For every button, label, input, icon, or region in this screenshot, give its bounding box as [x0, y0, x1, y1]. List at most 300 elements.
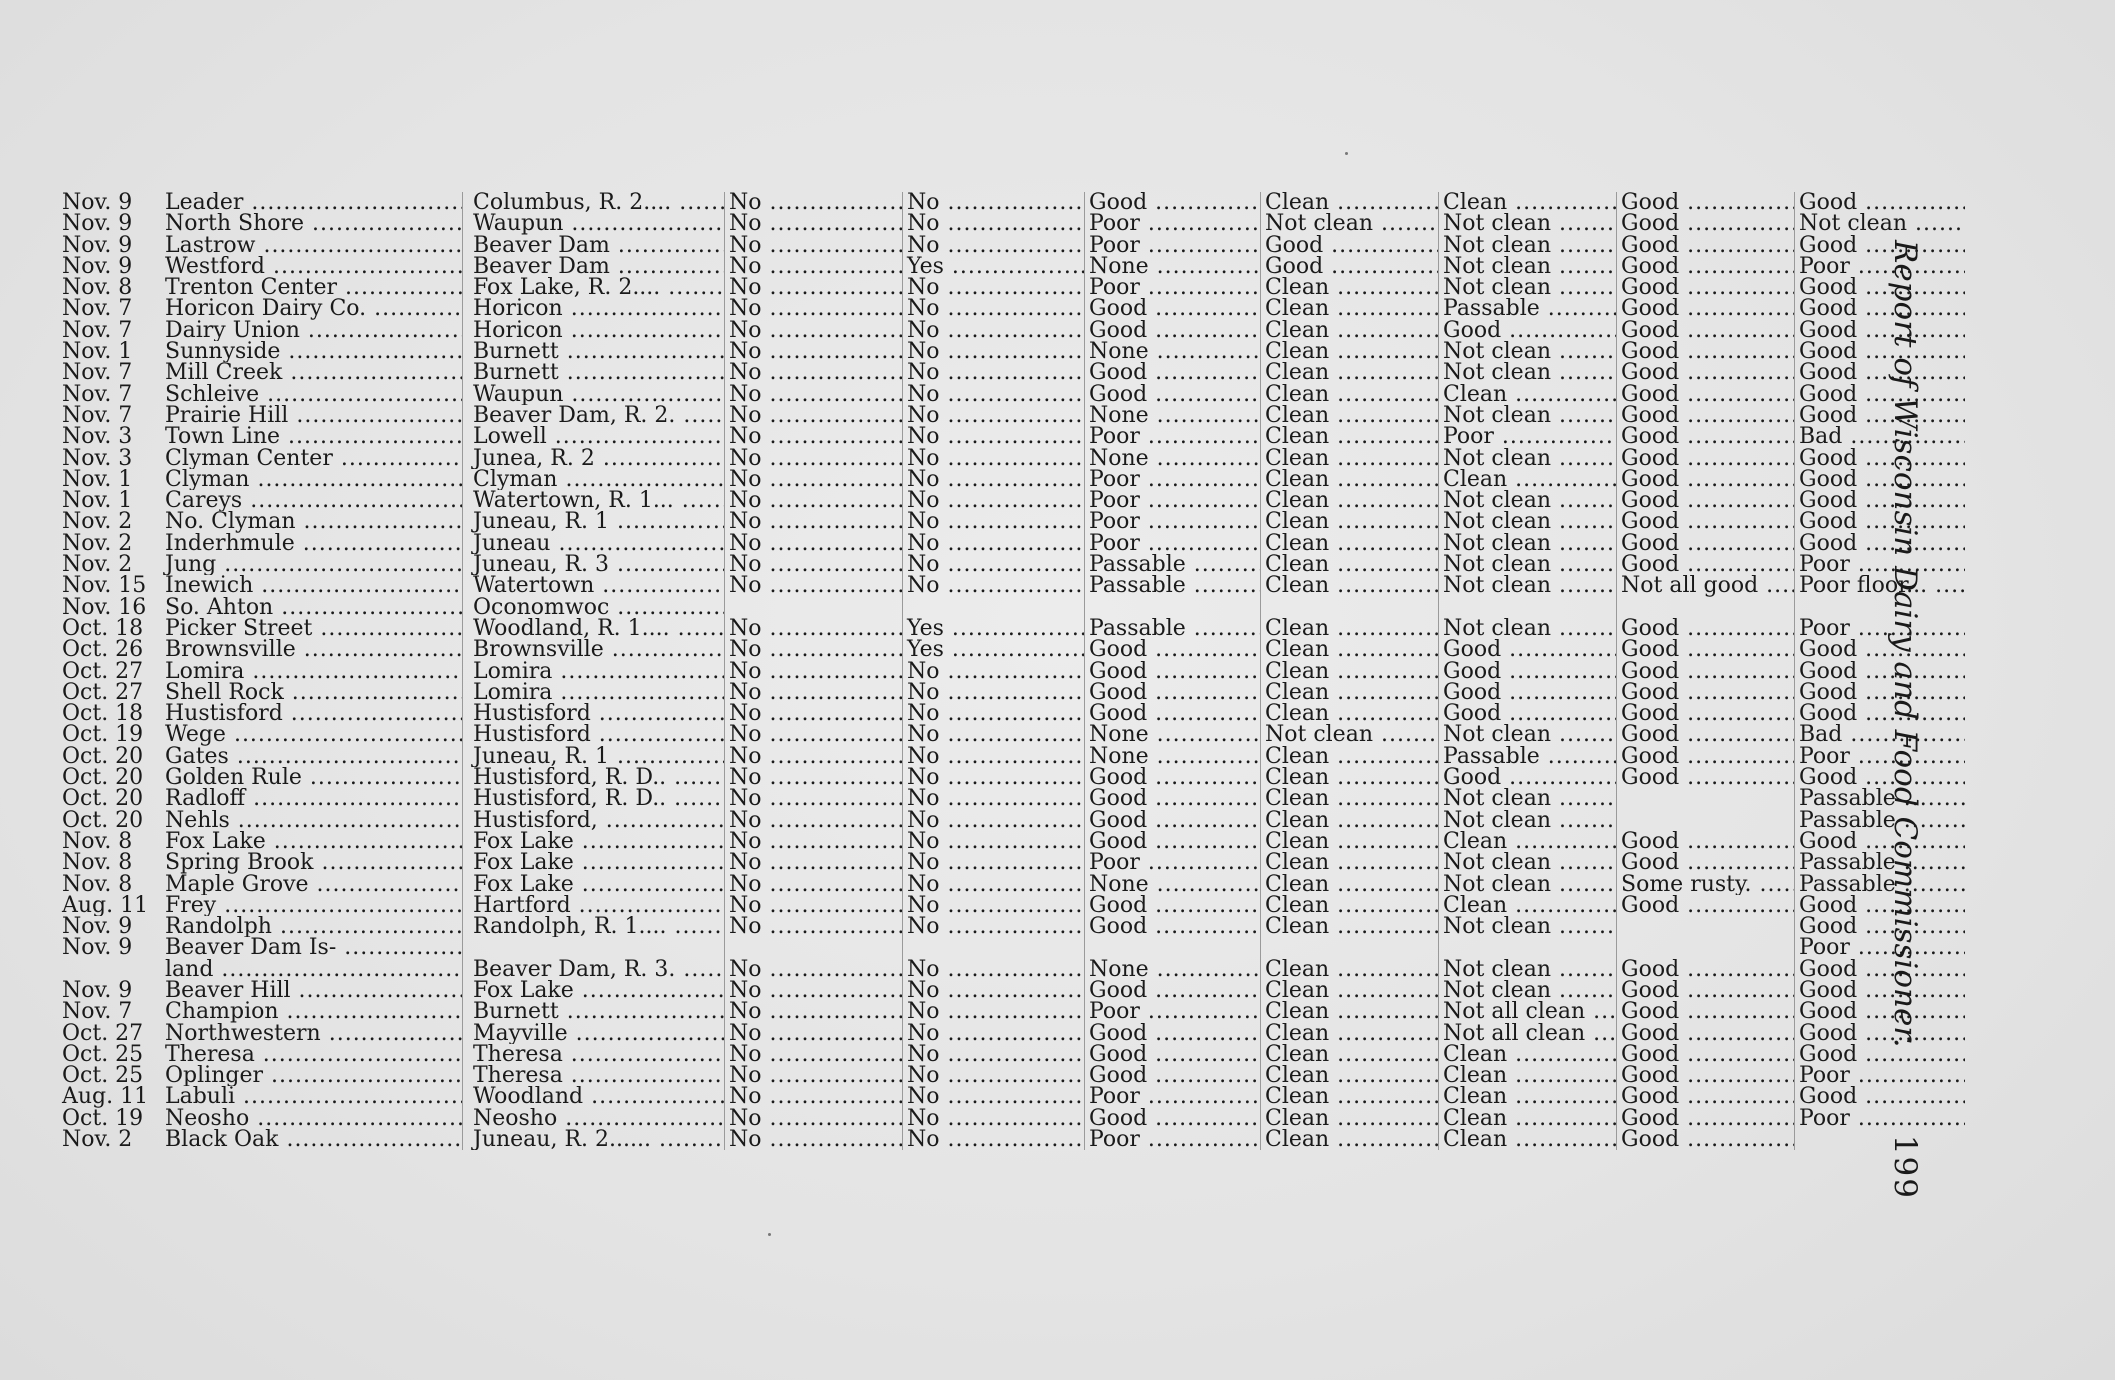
col-c-cell: Poor .....	[1085, 1001, 1261, 1022]
col-a-cell: No .....	[725, 426, 903, 447]
col-e-cell: Not clean .....	[1439, 277, 1617, 298]
col-b-cell: No .....	[903, 192, 1085, 213]
post-office-cell: Fox Lake .....	[463, 980, 725, 1001]
entry-date-cell: Oct. 19	[62, 1107, 144, 1130]
col-a-cell	[725, 597, 903, 618]
entry-date-cell: Nov. 2	[62, 1129, 133, 1151]
table-row	[60, 1108, 1965, 1129]
post-office-cell: Juneau, R. 3 .....	[463, 554, 725, 575]
col-f-cell	[1617, 788, 1795, 809]
col-f-cell	[1617, 597, 1795, 618]
col-a-cell: No .....	[725, 767, 903, 788]
col-c-cell: Good .....	[1085, 810, 1261, 831]
post-office-cell: Clyman .....	[463, 469, 725, 490]
col-f-cell: Good .....	[1617, 682, 1795, 703]
post-office-cell: Hustisford .....	[463, 703, 725, 724]
table-row	[60, 554, 1965, 575]
post-office-cell: Hustisford, .....	[463, 810, 725, 831]
col-c-cell: Good .....	[1085, 661, 1261, 682]
entry-date-cell: Nov. 8	[62, 852, 133, 874]
col-g-cell: Good .....	[1795, 639, 1965, 660]
col-g-cell: Poor floor... .....	[1795, 575, 1965, 596]
table-row	[60, 235, 1965, 256]
entry-date-cell: Nov. 1	[62, 341, 133, 363]
col-g-cell: Poor .....	[1795, 256, 1965, 277]
col-c-cell: Poor .....	[1085, 235, 1261, 256]
entry-date-cell: Nov. 9	[62, 213, 133, 235]
col-b-cell: No .....	[903, 682, 1085, 703]
col-e-cell: Good .....	[1439, 320, 1617, 341]
entry-date-cell: Nov. 8	[62, 873, 133, 895]
entry-date-cell: Nov. 3	[62, 447, 133, 469]
col-f-cell: Good .....	[1617, 320, 1795, 341]
col-b-cell: Yes .....	[903, 618, 1085, 639]
entry-date-cell: Nov. 7	[62, 298, 133, 320]
post-office-cell: Lowell .....	[463, 426, 725, 447]
col-a-cell: No .....	[725, 256, 903, 277]
entry-date-cell: Nov. 8	[62, 830, 133, 853]
col-e-cell: Good .....	[1439, 661, 1617, 682]
col-a-cell: No .....	[725, 341, 903, 362]
col-c-cell: Passable .....	[1085, 618, 1261, 639]
col-g-cell: Good .....	[1795, 511, 1965, 532]
col-b-cell: No .....	[903, 788, 1085, 809]
factory-name-cell: Gates .....	[163, 746, 463, 767]
entry-date-cell: Oct. 20	[62, 767, 144, 789]
post-office-cell: Fox Lake .....	[463, 852, 725, 873]
col-f-cell: Good .....	[1617, 852, 1795, 873]
col-c-cell: Good .....	[1085, 1044, 1261, 1065]
col-b-cell: No .....	[903, 746, 1085, 767]
table-row	[60, 490, 1965, 511]
table-row	[60, 341, 1965, 362]
factory-name-cell: Inewich .....	[163, 575, 463, 596]
col-e-cell: Clean .....	[1439, 192, 1617, 213]
col-a-cell: No .....	[725, 575, 903, 596]
col-g-cell: Passable .....	[1795, 810, 1965, 831]
col-b-cell: No .....	[903, 490, 1085, 511]
col-d-cell: Clean .....	[1261, 384, 1439, 405]
col-g-cell: Good .....	[1795, 405, 1965, 426]
factory-name-cell: Neosho .....	[163, 1108, 463, 1129]
col-a-cell: No .....	[725, 490, 903, 511]
col-e-cell: Not all clean .....	[1439, 1001, 1617, 1022]
col-d-cell: Clean .....	[1261, 767, 1439, 788]
col-b-cell	[903, 597, 1085, 618]
col-d-cell: Clean .....	[1261, 341, 1439, 362]
col-e-cell: Not clean .....	[1439, 788, 1617, 809]
col-c-cell: Good .....	[1085, 767, 1261, 788]
col-f-cell: Good .....	[1617, 405, 1795, 426]
col-d-cell: Not clean .....	[1261, 724, 1439, 745]
factory-name-cell: So. Ahton .....	[163, 597, 463, 618]
col-e-cell: Not clean .....	[1439, 405, 1617, 426]
col-a-cell: No .....	[725, 1108, 903, 1129]
table-row	[60, 298, 1965, 319]
col-e-cell: Not clean .....	[1439, 490, 1617, 511]
col-e-cell: Good .....	[1439, 639, 1617, 660]
col-f-cell: Good .....	[1617, 256, 1795, 277]
col-d-cell: Clean .....	[1261, 703, 1439, 724]
col-f-cell: Good .....	[1617, 235, 1795, 256]
entry-date-cell: Nov. 1	[62, 468, 133, 491]
factory-name-cell: Careys .....	[163, 490, 463, 511]
col-g-cell: Passable .....	[1795, 852, 1965, 873]
col-g-cell: Not clean .....	[1795, 213, 1965, 234]
factory-name-cell: Schleive .....	[163, 384, 463, 405]
col-c-cell: None .....	[1085, 256, 1261, 277]
col-g-cell: Good .....	[1795, 277, 1965, 298]
col-d-cell: Clean .....	[1261, 959, 1439, 980]
col-a-cell: No .....	[725, 788, 903, 809]
col-f-cell: Good .....	[1617, 1129, 1795, 1150]
col-g-cell: Bad .....	[1795, 724, 1965, 745]
col-e-cell: Clean .....	[1439, 1129, 1617, 1150]
col-e-cell: Not clean .....	[1439, 852, 1617, 873]
entry-date-cell: Nov. 9	[62, 192, 133, 214]
table-row	[60, 937, 1965, 958]
entry-date-cell: Oct. 18	[62, 703, 144, 725]
factory-name-cell: Horicon Dairy Co. .....	[163, 298, 463, 319]
factory-name-cell: Spring Brook .....	[163, 852, 463, 873]
col-f-cell: Good .....	[1617, 1065, 1795, 1086]
factory-name-cell: Randolph .....	[163, 916, 463, 937]
table-row	[60, 1023, 1965, 1044]
entry-date-cell: Oct. 27	[62, 681, 144, 704]
col-a-cell: No .....	[725, 1044, 903, 1065]
factory-name-cell: Town Line .....	[163, 426, 463, 447]
table-row	[60, 575, 1965, 596]
entry-date-cell: Nov. 15	[62, 575, 147, 597]
factory-name-cell: Shell Rock .....	[163, 682, 463, 703]
col-d-cell: Clean .....	[1261, 511, 1439, 532]
col-a-cell: No .....	[725, 384, 903, 405]
col-a-cell: No .....	[725, 1001, 903, 1022]
col-c-cell: Poor .....	[1085, 426, 1261, 447]
col-f-cell: Good .....	[1617, 980, 1795, 1001]
col-c-cell: Good .....	[1085, 1023, 1261, 1044]
col-b-cell: No .....	[903, 1108, 1085, 1129]
table-row	[60, 746, 1965, 767]
col-e-cell: Not clean .....	[1439, 256, 1617, 277]
col-g-cell: Bad .....	[1795, 426, 1965, 447]
col-d-cell: Clean .....	[1261, 490, 1439, 511]
col-d-cell: Clean .....	[1261, 448, 1439, 469]
col-g-cell: Passable .....	[1795, 874, 1965, 895]
entry-date-cell: Nov. 3	[62, 426, 133, 448]
col-c-cell: Good .....	[1085, 362, 1261, 383]
col-f-cell: Good .....	[1617, 1108, 1795, 1129]
post-office-cell: Beaver Dam .....	[463, 235, 725, 256]
col-e-cell: Not clean .....	[1439, 618, 1617, 639]
col-d-cell: Clean .....	[1261, 1065, 1439, 1086]
table-row	[60, 1065, 1965, 1086]
col-b-cell: No .....	[903, 703, 1085, 724]
entry-date-cell: Nov. 2	[62, 532, 133, 555]
table-row	[60, 682, 1965, 703]
table-row	[60, 852, 1965, 873]
entry-date-cell: Nov. 9	[62, 234, 133, 256]
col-g-cell: Good .....	[1795, 298, 1965, 319]
table-row	[60, 511, 1965, 532]
post-office-cell: Theresa .....	[463, 1044, 725, 1065]
col-c-cell: None .....	[1085, 724, 1261, 745]
entry-date-cell: Oct. 20	[62, 788, 144, 810]
col-c-cell: None .....	[1085, 448, 1261, 469]
page-number: 199	[1887, 1134, 1923, 1200]
col-a-cell: No .....	[725, 192, 903, 213]
table-row	[60, 320, 1965, 341]
col-c-cell: None .....	[1085, 341, 1261, 362]
factory-name-cell: Mill Creek .....	[163, 362, 463, 383]
col-c-cell: None .....	[1085, 405, 1261, 426]
col-a-cell: No .....	[725, 1065, 903, 1086]
post-office-cell: Juneau, R. 1 .....	[463, 511, 725, 532]
factory-name-cell: Inderhmule .....	[163, 533, 463, 554]
col-f-cell: Good .....	[1617, 511, 1795, 532]
col-a-cell: No .....	[725, 703, 903, 724]
table-row	[60, 724, 1965, 745]
col-a-cell: No .....	[725, 724, 903, 745]
inspection-ledger-table	[60, 192, 1965, 1150]
factory-name-cell: No. Clyman .....	[163, 511, 463, 532]
col-g-cell: Poor .....	[1795, 554, 1965, 575]
col-b-cell: No .....	[903, 405, 1085, 426]
col-e-cell: Not all clean .....	[1439, 1023, 1617, 1044]
col-g-cell: Passable .....	[1795, 788, 1965, 809]
col-d-cell: Clean .....	[1261, 810, 1439, 831]
col-a-cell: No .....	[725, 831, 903, 852]
post-office-cell: Junea, R. 2 .....	[463, 448, 725, 469]
col-c-cell: Poor .....	[1085, 277, 1261, 298]
col-g-cell: Good .....	[1795, 980, 1965, 1001]
col-d-cell: Clean .....	[1261, 682, 1439, 703]
post-office-cell: Beaver Dam, R. 2. .....	[463, 405, 725, 426]
col-g-cell: Good .....	[1795, 895, 1965, 916]
col-c-cell: Good .....	[1085, 320, 1261, 341]
col-b-cell: No .....	[903, 1023, 1085, 1044]
col-e-cell: Clean .....	[1439, 469, 1617, 490]
col-g-cell: Good .....	[1795, 1001, 1965, 1022]
col-a-cell: No .....	[725, 277, 903, 298]
table-row	[60, 916, 1965, 937]
factory-name-cell: Prairie Hill .....	[163, 405, 463, 426]
factory-name-cell: Northwestern .....	[163, 1023, 463, 1044]
col-d-cell: Clean .....	[1261, 980, 1439, 1001]
col-g-cell: Good .....	[1795, 916, 1965, 937]
col-e-cell: Not clean .....	[1439, 213, 1617, 234]
table-row	[60, 639, 1965, 660]
entry-date-cell: Nov. 7	[62, 362, 133, 384]
factory-name-cell: North Shore .....	[163, 213, 463, 234]
col-b-cell: No .....	[903, 533, 1085, 554]
col-a-cell: No .....	[725, 298, 903, 319]
col-c-cell: None .....	[1085, 746, 1261, 767]
col-a-cell: No .....	[725, 874, 903, 895]
post-office-cell: Brownsville .....	[463, 639, 725, 660]
entry-date-cell: Nov. 16	[62, 596, 147, 618]
table-row	[60, 256, 1965, 277]
factory-name-cell: Beaver Hill .....	[163, 980, 463, 1001]
col-c-cell: Good .....	[1085, 980, 1261, 1001]
col-c-cell: Good .....	[1085, 895, 1261, 916]
entry-date-cell: Oct. 27	[62, 1022, 144, 1044]
col-d-cell: Clean .....	[1261, 788, 1439, 809]
post-office-cell: Beaver Dam .....	[463, 256, 725, 277]
col-d-cell	[1261, 937, 1439, 958]
col-c-cell: None .....	[1085, 959, 1261, 980]
col-b-cell: No .....	[903, 661, 1085, 682]
col-g-cell: Good .....	[1795, 1023, 1965, 1044]
factory-name-cell: Frey .....	[163, 895, 463, 916]
col-b-cell: No .....	[903, 810, 1085, 831]
col-g-cell: Good .....	[1795, 767, 1965, 788]
col-c-cell: None .....	[1085, 874, 1261, 895]
col-b-cell: No .....	[903, 831, 1085, 852]
table-row	[60, 661, 1965, 682]
factory-name-cell: Jung .....	[163, 554, 463, 575]
col-g-cell: Good .....	[1795, 448, 1965, 469]
col-f-cell: Good .....	[1617, 341, 1795, 362]
col-b-cell: No .....	[903, 277, 1085, 298]
col-d-cell: Clean .....	[1261, 1086, 1439, 1107]
col-d-cell: Clean .....	[1261, 874, 1439, 895]
post-office-cell: Waupun .....	[463, 384, 725, 405]
post-office-cell: Watertown .....	[463, 575, 725, 596]
col-f-cell: Good .....	[1617, 213, 1795, 234]
col-c-cell: Good .....	[1085, 831, 1261, 852]
col-a-cell: No .....	[725, 320, 903, 341]
col-f-cell: Good .....	[1617, 703, 1795, 724]
col-a-cell: No .....	[725, 852, 903, 873]
post-office-cell: Burnett .....	[463, 341, 725, 362]
col-f-cell: Good .....	[1617, 469, 1795, 490]
table-row	[60, 597, 1965, 618]
col-c-cell: Poor .....	[1085, 213, 1261, 234]
col-g-cell: Good .....	[1795, 703, 1965, 724]
col-d-cell: Good .....	[1261, 256, 1439, 277]
col-g-cell: Good .....	[1795, 533, 1965, 554]
col-a-cell: No .....	[725, 661, 903, 682]
factory-name-cell: Sunnyside .....	[163, 341, 463, 362]
col-e-cell: Clean .....	[1439, 1044, 1617, 1065]
col-d-cell: Clean .....	[1261, 298, 1439, 319]
post-office-cell: Hartford .....	[463, 895, 725, 916]
col-e-cell: Good .....	[1439, 703, 1617, 724]
col-c-cell: Poor .....	[1085, 1086, 1261, 1107]
col-d-cell: Clean .....	[1261, 277, 1439, 298]
col-e-cell: Clean .....	[1439, 1086, 1617, 1107]
col-f-cell: Good .....	[1617, 724, 1795, 745]
paper-speck	[768, 1233, 771, 1236]
col-a-cell: No .....	[725, 1129, 903, 1150]
col-f-cell: Good .....	[1617, 298, 1795, 319]
post-office-cell: Juneau, R. 2...... .....	[463, 1129, 725, 1150]
post-office-cell: Theresa .....	[463, 1065, 725, 1086]
col-d-cell: Clean .....	[1261, 362, 1439, 383]
post-office-cell: Burnett .....	[463, 1001, 725, 1022]
col-b-cell: No .....	[903, 448, 1085, 469]
col-e-cell: Not clean .....	[1439, 235, 1617, 256]
table-row	[60, 426, 1965, 447]
col-b-cell: No .....	[903, 426, 1085, 447]
factory-name-cell: Wege .....	[163, 724, 463, 745]
table-row	[60, 810, 1965, 831]
col-e-cell: Not clean .....	[1439, 448, 1617, 469]
factory-name-cell: land .....	[163, 959, 463, 980]
col-d-cell: Clean .....	[1261, 1108, 1439, 1129]
table-row	[60, 405, 1965, 426]
post-office-cell: Burnett .....	[463, 362, 725, 383]
factory-name-cell: Beaver Dam Is- .....	[163, 937, 463, 958]
col-g-cell: Good .....	[1795, 682, 1965, 703]
col-e-cell: Not clean .....	[1439, 575, 1617, 596]
col-g-cell: Poor .....	[1795, 937, 1965, 958]
col-b-cell: No .....	[903, 874, 1085, 895]
col-b-cell: No .....	[903, 384, 1085, 405]
table-row	[60, 469, 1965, 490]
col-a-cell: No .....	[725, 682, 903, 703]
col-e-cell: Clean .....	[1439, 1065, 1617, 1086]
col-d-cell: Clean .....	[1261, 831, 1439, 852]
col-d-cell: Clean .....	[1261, 852, 1439, 873]
col-c-cell: Poor .....	[1085, 533, 1261, 554]
table-row	[60, 959, 1965, 980]
entry-date-cell	[60, 959, 163, 980]
post-office-cell: Hustisford, R. D.. .....	[463, 788, 725, 809]
col-e-cell: Not clean .....	[1439, 810, 1617, 831]
col-e-cell	[1439, 597, 1617, 618]
table-row	[60, 874, 1965, 895]
col-a-cell: No .....	[725, 746, 903, 767]
col-a-cell	[725, 937, 903, 958]
col-d-cell: Clean .....	[1261, 320, 1439, 341]
table-row	[60, 1129, 1965, 1150]
col-b-cell: No .....	[903, 916, 1085, 937]
post-office-cell	[463, 937, 725, 958]
post-office-cell: Juneau .....	[463, 533, 725, 554]
table-row	[60, 1086, 1965, 1107]
entry-date-cell: Aug. 11	[62, 894, 149, 917]
table-row	[60, 277, 1965, 298]
col-f-cell: Good .....	[1617, 1023, 1795, 1044]
col-b-cell: Yes .....	[903, 256, 1085, 277]
table-row	[60, 703, 1965, 724]
col-a-cell: No .....	[725, 959, 903, 980]
entry-date-cell: Nov. 1	[62, 490, 133, 512]
col-b-cell: No .....	[903, 213, 1085, 234]
post-office-cell: Woodland .....	[463, 1086, 725, 1107]
entry-date-cell: Oct. 19	[62, 724, 144, 746]
col-e-cell: Passable .....	[1439, 746, 1617, 767]
col-b-cell: No .....	[903, 895, 1085, 916]
col-c-cell: Good .....	[1085, 1108, 1261, 1129]
col-b-cell: No .....	[903, 852, 1085, 873]
col-c-cell: Passable .....	[1085, 554, 1261, 575]
col-b-cell: No .....	[903, 1086, 1085, 1107]
table-row	[60, 767, 1965, 788]
col-g-cell: Good .....	[1795, 661, 1965, 682]
col-b-cell: No .....	[903, 235, 1085, 256]
post-office-cell: Horicon .....	[463, 320, 725, 341]
col-d-cell: Not clean .....	[1261, 213, 1439, 234]
col-c-cell: Good .....	[1085, 298, 1261, 319]
col-b-cell: No .....	[903, 320, 1085, 341]
col-e-cell: Not clean .....	[1439, 533, 1617, 554]
col-c-cell: Good .....	[1085, 788, 1261, 809]
col-b-cell: No .....	[903, 1065, 1085, 1086]
factory-name-cell: Clyman .....	[163, 469, 463, 490]
